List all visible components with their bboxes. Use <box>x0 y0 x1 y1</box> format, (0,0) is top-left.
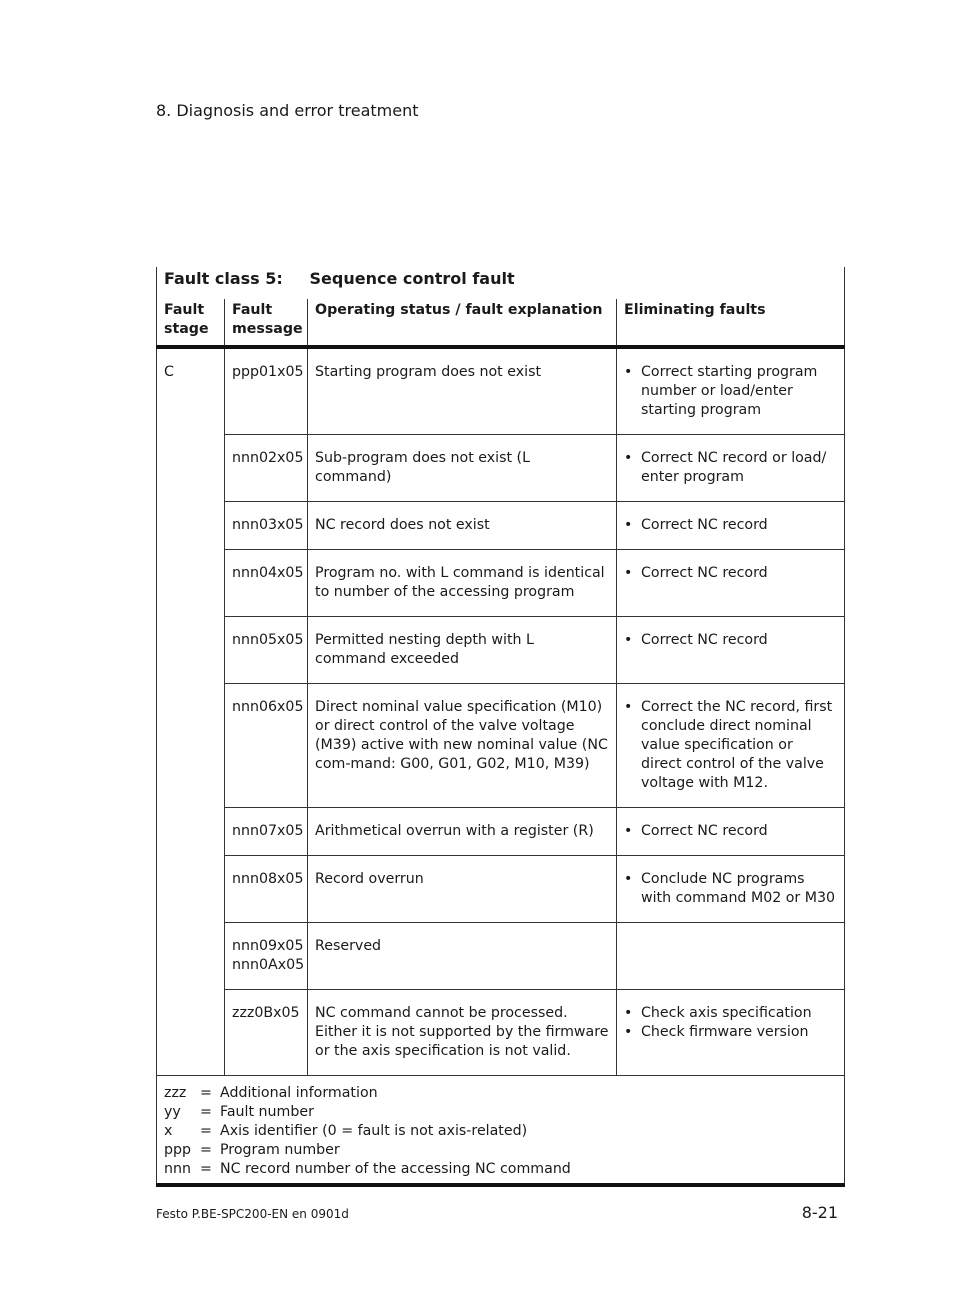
legend-key: yy <box>164 1104 181 1120</box>
explanation-cell: Arithmetical overrun with a register (R) <box>308 808 617 856</box>
legend-item <box>164 1103 837 1122</box>
bullet-item: • Correct NC record <box>624 564 837 583</box>
fault-message-code: nnn05x05 <box>232 632 304 648</box>
explanation-cell: Sub-program does not exist (L command) <box>308 435 617 502</box>
fault-message-code: nnn09x05 <box>232 938 304 954</box>
bullet-item: • Correct NC record <box>624 822 837 841</box>
col-header-fault-stage: Fault stage <box>157 299 225 347</box>
fault-message-cell <box>225 990 308 1076</box>
legend-text: Additional information <box>220 1085 378 1101</box>
legend-item <box>164 1122 837 1141</box>
bullet-item: • Conclude NC programs with command M02 or M30 <box>624 870 837 908</box>
fault-message-code: nnn02x05 <box>232 450 304 466</box>
legend-text: Fault number <box>220 1104 314 1120</box>
eliminating-cell <box>617 347 845 435</box>
explanation-cell: Program no. with L command is identical to number of the accessing program <box>308 550 617 617</box>
fault-class-label: Fault class 5: <box>157 267 308 299</box>
explanation-cell: NC command cannot be processed. Either it is not supported by the firmware or the axis specification is not valid. <box>308 990 617 1076</box>
eliminating-cell <box>617 923 845 990</box>
fault-stage-cell: C <box>157 347 225 1076</box>
fault-message-cell <box>225 435 308 502</box>
page-number: 8-21 <box>801 1203 838 1222</box>
table-row <box>157 923 845 990</box>
fault-message-code: nnn0Ax05 <box>232 957 305 973</box>
fault-message-cell <box>225 347 308 435</box>
legend-key: zzz <box>164 1085 187 1101</box>
fault-message-code: ppp01x05 <box>232 364 304 380</box>
legend-key: x <box>164 1123 173 1139</box>
explanation-cell: Starting program does not exist <box>308 347 617 435</box>
fault-message-cell <box>225 856 308 923</box>
legend-item <box>164 1141 837 1160</box>
eliminating-cell <box>617 990 845 1076</box>
col-header-fault-message: Fault message <box>225 299 308 347</box>
bullet-item: • Correct the NC record, first conclude direct nominal value specification or direct control of the valve voltage with M12. <box>624 698 837 793</box>
legend-key: nnn <box>164 1161 191 1177</box>
col-header-operating-status: Operating status / fault explanation <box>308 299 617 347</box>
eliminating-cell <box>617 435 845 502</box>
legend-row <box>157 1076 845 1186</box>
legend-cell <box>157 1076 845 1186</box>
eliminating-cell <box>617 808 845 856</box>
table-row <box>157 856 845 923</box>
legend-item <box>164 1084 837 1103</box>
fault-message-code: nnn08x05 <box>232 871 304 887</box>
bullet-item: • Correct starting program number or load/enter starting program <box>624 363 837 420</box>
fault-message-cell <box>225 808 308 856</box>
explanation-cell: Record overrun <box>308 856 617 923</box>
fault-class-title: Sequence control fault <box>308 267 845 299</box>
fault-message-code: nnn06x05 <box>232 699 304 715</box>
eliminating-cell <box>617 550 845 617</box>
table-row <box>157 347 845 435</box>
header-row <box>157 299 845 347</box>
footer-doc-id: Festo P.BE-SPC200-EN en 0901d <box>156 1207 349 1221</box>
table-row <box>157 617 845 684</box>
fault-message-cell <box>225 923 308 990</box>
legend-key: ppp <box>164 1142 192 1158</box>
fault-message-cell <box>225 617 308 684</box>
eliminating-cell <box>617 856 845 923</box>
explanation-cell: Direct nominal value specification (M10) or direct control of the valve voltage (M39) active with new nominal value (NC com-mand: G00, G01, G02, M10, M39) <box>308 684 617 808</box>
fault-message-cell <box>225 684 308 808</box>
table-row <box>157 808 845 856</box>
legend-equals: = <box>200 1161 212 1177</box>
fault-message-code: nnn03x05 <box>232 517 304 533</box>
bullet-item: • Check axis specification <box>624 1004 837 1023</box>
eliminating-cell <box>617 502 845 550</box>
table-row <box>157 990 845 1076</box>
table-row <box>157 550 845 617</box>
fault-message-code: nnn07x05 <box>232 823 304 839</box>
eliminating-cell <box>617 617 845 684</box>
legend-equals: = <box>200 1123 212 1139</box>
table-row <box>157 502 845 550</box>
legend-item <box>164 1160 837 1179</box>
fault-message-cell <box>225 550 308 617</box>
legend-equals: = <box>200 1104 212 1120</box>
legend-text: Axis identifier (0 = fault is not axis-related) <box>220 1123 528 1139</box>
explanation-cell: Permitted nesting depth with L command exceeded <box>308 617 617 684</box>
bullet-item: • Check firmware version <box>624 1023 837 1042</box>
explanation-cell: Reserved <box>308 923 617 990</box>
bullet-item: • Correct NC record <box>624 516 837 535</box>
fault-table <box>156 267 845 1187</box>
legend-text: NC record number of the accessing NC command <box>220 1161 571 1177</box>
col-header-eliminating-faults: Eliminating faults <box>617 299 845 347</box>
eliminating-cell <box>617 684 845 808</box>
table-row <box>157 435 845 502</box>
explanation-cell: NC record does not exist <box>308 502 617 550</box>
fault-message-code: nnn04x05 <box>232 565 304 581</box>
table-row <box>157 684 845 808</box>
fault-class-row <box>157 267 845 299</box>
bullet-item: • Correct NC record <box>624 631 837 650</box>
chapter-heading: 8. Diagnosis and error treatment <box>156 101 419 120</box>
legend-text: Program number <box>220 1142 340 1158</box>
fault-message-code: zzz0Bx05 <box>232 1005 300 1021</box>
bullet-item: • Correct NC record or load/ enter program <box>624 449 837 487</box>
fault-message-cell <box>225 502 308 550</box>
legend-equals: = <box>200 1085 212 1101</box>
legend-equals: = <box>200 1142 212 1158</box>
